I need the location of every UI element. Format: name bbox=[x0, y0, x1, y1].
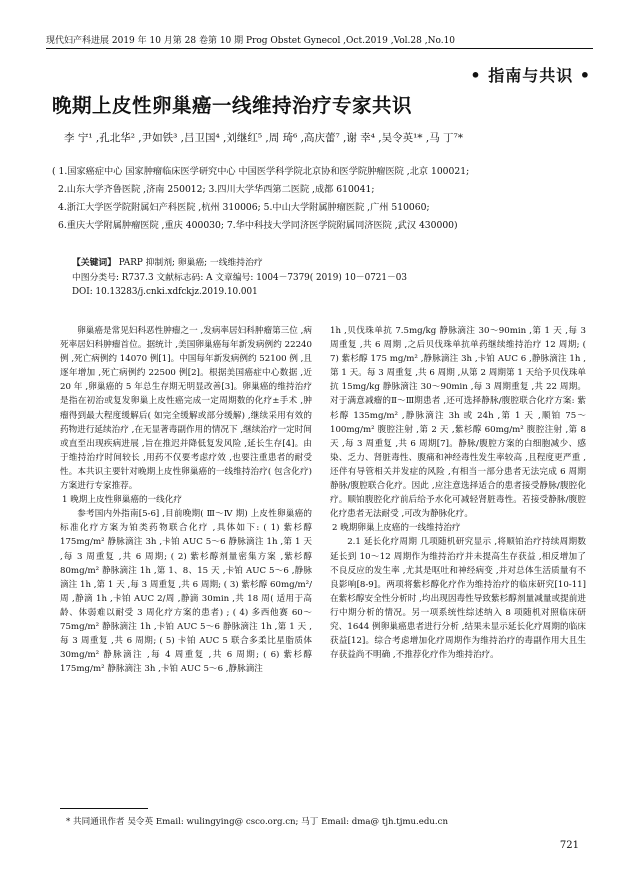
running-header: 现代妇产科进展 2019 年 10 月第 28 卷第 10 期 Prog Obstet Gynecol ,Oct.2019 ,Vol.28 ,No.10 bbox=[46, 36, 456, 46]
body-column-right bbox=[330, 324, 586, 662]
section-heading: 2 晚期卵巢上皮癌的一线维持治疗 bbox=[332, 523, 461, 534]
affiliation-line: 2.山东大学齐鲁医院 ,济南 250012; 3.四川大学华西第二医院 ,成都 610041; bbox=[58, 184, 375, 195]
keywords-label: 【关键词】 bbox=[72, 258, 116, 268]
paragraph: 参考国内外指南[5-6] ,目前晚期( Ⅲ～Ⅳ 期) 上皮性卵巢癌的标准化疗方案为铂类药物联合化疗 ,具体如下: ( 1) 紫杉醇 175mg/m² 静脉滴注 3h ,卡铂 AUC 5～6 静脉滴注 1h ,第 1 天 ,每 3 周重复 ,共 6 周期; ( 2) 紫杉醇剂量密集方案 ,紫杉醇 80mg/m² 静脉滴注 1h ,第 1、8、15 天 ,卡铂 AUC 5～6 ,静脉滴注 1h ,第 1 天 ,每 3 周重复 ,共 6 周期; ( 3) 紫杉醇 60mg/m²/周 ,静滴 1h ,卡铂 AUC 2/周 ,静滴 30min ,共 18 周( 适用于高龄、体弱难以耐受 3 周化疗方案的患者) ; ( 4) 多西他赛 60～75mg/m² 静脉滴注 1h ,卡铂 AUC 5～6 静脉滴注 1h ,第 1 天 ,每 3 周重复 ,共 6 周期; ( 5) 卡铂 AUC 5 联合多柔比星脂质体 30mg/m² 静脉滴注 ,每 4 周重复 ,共 6 周期; ( 6) 紫杉醇 175mg/m² 静脉滴注 3h ,卡铂 AUC 5～6 ,静脉滴注 bbox=[60, 509, 312, 675]
paragraph: 2.1 延长化疗周期 几项随机研究显示 ,将顺铂治疗持续周期数延长到 10～12 周期作为维持治疗并未提高生存获益 ,相反增加了不良反应的发生率 ,尤其是呕吐和神经病变 ,并对总体生活质量有不良影响[8-9]。两项将紫杉醇化疗作为维持治疗的临床研究[10-11]在紫杉醇安全性分析时 ,均出现因毒性导致紫杉醇剂量减量或提前进行中期分析的情况。另一项系统性综述纳入 8 项随机对照临床研究、1644 例卵巢癌患者进行分析 ,结果未显示延长化疗周期的临床获益[12]。综合考虑增加化疗周期作为维持治疗的毒副作用大且生存获益尚不明确 ,不推荐化疗作为维持治疗。 bbox=[330, 537, 586, 661]
paragraph: 卵巢癌是常见妇科恶性肿瘤之一 ,发病率居妇科肿瘤第三位 ,病死率居妇科肿瘤首位。据统计 ,美国卵巢癌每年新发病例约 22240 例 ,死亡病例约 14070 例[1]。中国每年新发病例约 52100 例 ,且逐年增加 ,死亡病例约 22500 例[2]。根据美国癌症中心数据 ,近 20 年 ,卵巢癌的 5 年总生存期无明显改善[3]。卵巢癌的维持治疗是指在初治或复发卵巢上皮性癌完成一定周期数的化疗±手术 ,肿瘤得到最大程度缓解后( 如完全缓解或部分缓解) ,继续采用有效的药物进行延续治疗 ,在无显著毒副作用的情况下 ,继续治疗一定时间或直至出现疾病进展 ,旨在推迟并降低复发风险 ,延长生存[4]。由于维持治疗时间较长 ,用药不仅要考虑疗效 ,也要注重患者的耐受性。本共识主要针对晚期上皮性卵巢癌的一线维持治疗( 包含化疗) 方案进行专家推荐。 bbox=[60, 326, 312, 492]
page-number: 721 bbox=[559, 840, 579, 851]
classification-line: 中图分类号: R737.3 文献标志码: A 文章编号: 1004－7379( 2019) 10－0721－03 bbox=[72, 272, 407, 283]
footnote-rule bbox=[60, 808, 148, 809]
keywords-text: PARP 抑制剂; 卵巢癌; 一线维持治疗 bbox=[118, 258, 263, 268]
affiliation-line: 4.浙江大学医学院附属妇产科医院 ,杭州 310006; 5.中山大学附属肿瘤医院 ,广州 510060; bbox=[58, 202, 430, 213]
affiliations bbox=[46, 163, 606, 235]
paragraph: 1h ,贝伐珠单抗 7.5mg/kg 静脉滴注 30～90min ,第 1 天 ,每 3 周重复 ,共 6 周期 ,之后贝伐珠单抗单药继续维持治疗 12 周期; ( 7) 紫杉醇 175 mg/m² ,静脉滴注 3h ,卡铂 AUC 6 ,静脉滴注 1h ,第 1 天。每 3 周重复 ,共 6 周期 ,从第 2 周期第 1 天给予贝伐珠单抗 15mg/kg 静脉滴注 30～90min ,每 3 周期重复 ,共 22 周期。对于满意减瘤的Ⅱ～Ⅲ期患者 ,还可选择静脉/腹腔联合化疗方案: 紫杉醇 135mg/m² ,静脉滴注 3h 或 24h ,第 1 天 ,顺铂 75～100mg/m² 腹腔注射 ,第 2 天 ,紫杉醇 60mg/m² 腹腔注射 ,第 8 天 ,每 3 周重复 ,共 6 周期[7]。静脉/腹腔方案的白细胞减少、感染、乏力、肾脏毒性、腹痛和神经毒性发生率较高 ,且程度更严重 ,还伴有导管相关并发症的风险 ,有相当一部分患者无法完成 6 周期静脉/腹腔联合化疗。因此 ,应注意选择适合的患者接受静脉/腹腔化疗。顺铂腹腔化疗前后给予水化可减轻肾脏毒性。若接受静脉/腹腔化疗患者无法耐受 ,可改为静脉化疗。 bbox=[330, 326, 586, 520]
article-title: 晚期上皮性卵巢癌一线维持治疗专家共识 bbox=[52, 94, 413, 117]
body-column-left bbox=[60, 324, 312, 676]
affiliation-line: ( 1.国家癌症中心 国家肿瘤临床医学研究中心 中国医学科学院北京协和医学院肿瘤医院 ,北京 100021; bbox=[52, 166, 470, 177]
author-list: 李 宁¹ ,孔北华² ,尹如铁³ ,吕卫国⁴ ,刘继红⁵ ,周 琦⁶ ,高庆蕾⁷ ,谢 幸⁴ ,吴令英¹* ,马 丁⁷* bbox=[64, 132, 464, 144]
column-label: • 指南与共识 • bbox=[470, 66, 591, 85]
doi-line: DOI: 10.13283/j.cnki.xdfckjz.2019.10.001 bbox=[72, 287, 258, 297]
keywords-line bbox=[72, 256, 592, 271]
keywords-block bbox=[72, 256, 592, 300]
section-heading: 1 晚期上皮性卵巢癌的一线化疗 bbox=[62, 495, 182, 506]
footnote: * 共同通讯作者 吴令英 Email: wulingying@ csco.org.cn; 马丁 Email: dma@ tjh.tjmu.edu.cn bbox=[66, 817, 448, 827]
header-rule bbox=[46, 48, 593, 49]
affiliation-line: 6.重庆大学附属肿瘤医院 ,重庆 400030; 7.华中科技大学同济医学院附属同济医院 ,武汉 430000) bbox=[58, 220, 458, 231]
